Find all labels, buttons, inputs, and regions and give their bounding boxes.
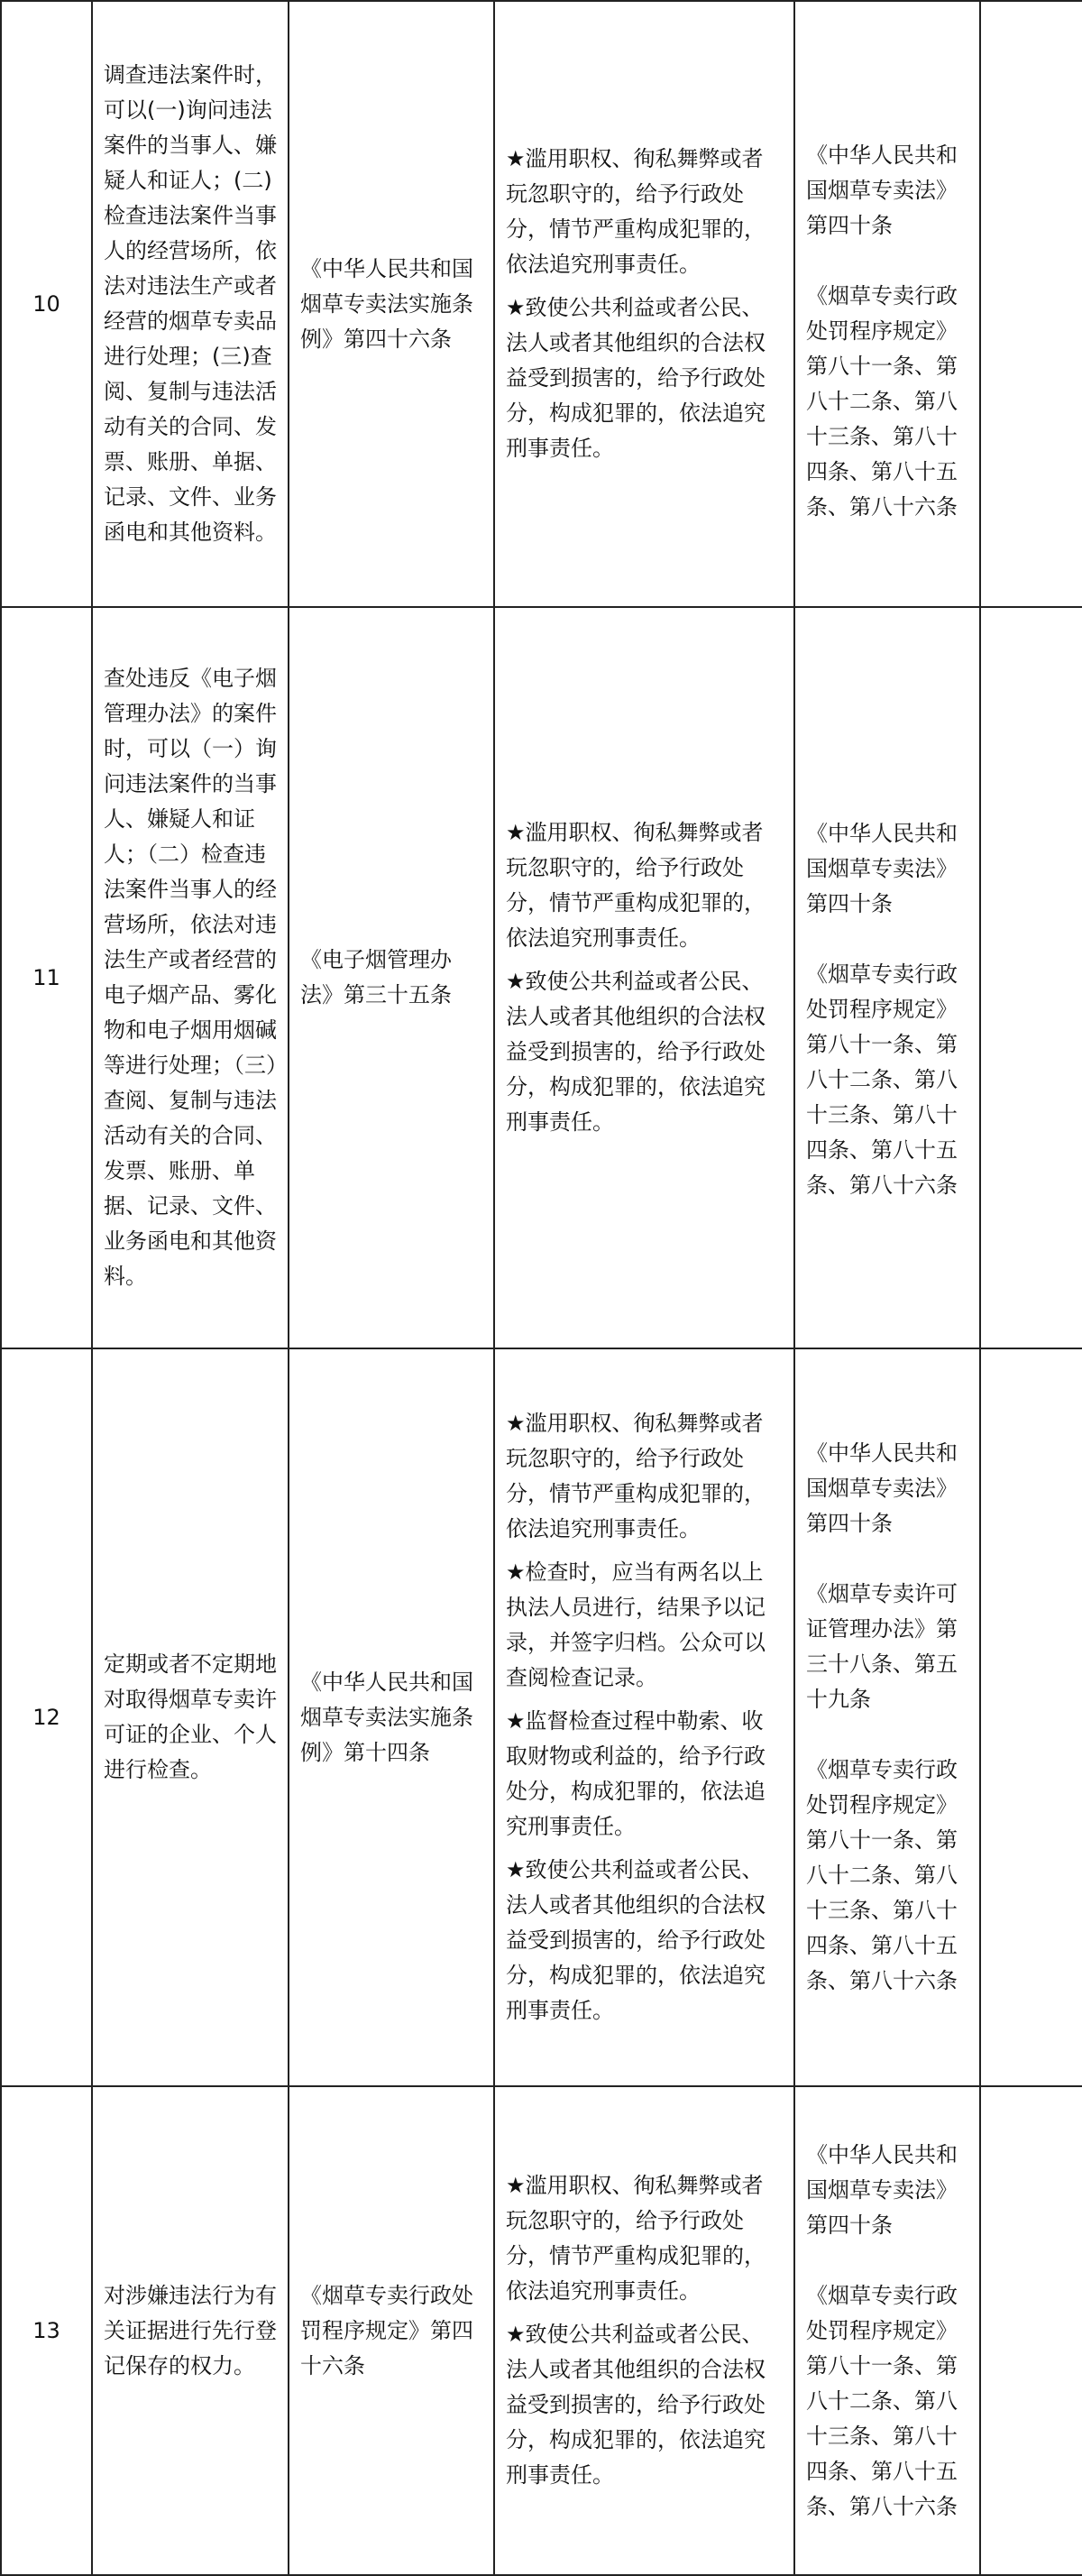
legal-basis: 《中华人民共和国烟草专卖法实施条例》第十四条 bbox=[289, 1348, 494, 2086]
reference-cell bbox=[794, 2086, 980, 2575]
responsibility-item: ★致使公共利益或者公民、法人或者其他组织的合法权益受到损害的，给予行政处分，构成犯罪的，依法追究刑事责任。 bbox=[506, 1857, 766, 2023]
reference-item: 《中华人民共和国烟草专卖法》第四十条 bbox=[806, 1440, 958, 1536]
row-number: 13 bbox=[1, 2086, 92, 2575]
table-row bbox=[1, 1, 1082, 607]
table-row bbox=[1, 2086, 1082, 2575]
reference-item: 《烟草专卖行政处罚程序规定》第八十一条、第八十二条、第八十三条、第八十四条、第八十五条、第八十六条 bbox=[806, 282, 958, 520]
legal-basis: 《电子烟管理办法》第三十五条 bbox=[289, 607, 494, 1348]
responsibility-item: ★致使公共利益或者公民、法人或者其他组织的合法权益受到损害的，给予行政处分，构成犯罪的，依法追究刑事责任。 bbox=[506, 2322, 766, 2488]
row-number: 11 bbox=[1, 607, 92, 1348]
responsibility-item: ★检查时，应当有两名以上执法人员进行，结果予以记录，并签字归档。公众可以查阅检查记录。 bbox=[506, 1559, 766, 1690]
responsibility-cell bbox=[494, 1348, 794, 2086]
responsibility-cell bbox=[494, 607, 794, 1348]
empty-cell bbox=[980, 607, 1082, 1348]
reference-item: 《中华人民共和国烟草专卖法》第四十条 bbox=[806, 820, 958, 916]
empty-cell bbox=[980, 1348, 1082, 2086]
row-number: 10 bbox=[1, 1, 92, 607]
responsibility-cell bbox=[494, 2086, 794, 2575]
legal-basis: 《中华人民共和国烟草专卖法实施条例》第四十六条 bbox=[289, 1, 494, 607]
reference-item: 《中华人民共和国烟草专卖法》第四十条 bbox=[806, 2141, 958, 2238]
table-row bbox=[1, 1348, 1082, 2086]
empty-cell bbox=[980, 1, 1082, 607]
duty-description: 定期或者不定期地对取得烟草专卖许可证的企业、个人进行检查。 bbox=[92, 1348, 289, 2086]
responsibility-item: ★滥用职权、徇私舞弊或者玩忽职守的，给予行政处分，情节严重构成犯罪的，依法追究刑事责任。 bbox=[506, 1411, 766, 1541]
reference-item: 《烟草专卖行政处罚程序规定》第八十一条、第八十二条、第八十三条、第八十四条、第八十五条、第八十六条 bbox=[806, 2282, 958, 2519]
legal-basis: 《烟草专卖行政处罚程序规定》第四十六条 bbox=[289, 2086, 494, 2575]
duty-description: 调查违法案件时，可以(一)询问违法案件的当事人、嫌疑人和证人；(二)检查违法案件当事人的经营场所，依法对违法生产或者经营的烟草专卖品进行处理；(三)查阅、复制与违法活动有关的合同、发票、账册、单据、记录、文件、业务函电和其他资料。 bbox=[92, 1, 289, 607]
responsibility-item: ★滥用职权、徇私舞弊或者玩忽职守的，给予行政处分，情节严重构成犯罪的，依法追究刑事责任。 bbox=[506, 2173, 766, 2304]
reference-item: 《烟草专卖行政处罚程序规定》第八十一条、第八十二条、第八十三条、第八十四条、第八十五条、第八十六条 bbox=[806, 961, 958, 1198]
table-row bbox=[1, 607, 1082, 1348]
responsibility-item: ★滥用职权、徇私舞弊或者玩忽职守的，给予行政处分，情节严重构成犯罪的，依法追究刑事责任。 bbox=[506, 820, 766, 951]
reference-item: 《烟草专卖许可证管理办法》第三十八条、第五十九条 bbox=[806, 1581, 958, 1712]
responsibility-item: ★致使公共利益或者公民、法人或者其他组织的合法权益受到损害的，给予行政处分，构成犯罪的，依法追究刑事责任。 bbox=[506, 295, 766, 461]
responsibility-item: ★监督检查过程中勒索、收取财物或利益的，给予行政处分，构成犯罪的，依法追究刑事责任。 bbox=[506, 1708, 766, 1839]
reference-item: 《中华人民共和国烟草专卖法》第四十条 bbox=[806, 142, 958, 238]
duty-description: 查处违反《电子烟管理办法》的案件时，可以（一）询问违法案件的当事人、嫌疑人和证人；（二）检查违法案件当事人的经营场所，依法对违法生产或者经营的电子烟产品、雾化物和电子烟用烟碱等进行处理；（三）查阅、复制与违法活动有关的合同、发票、账册、单据、记录、文件、业务函电和其他资料。 bbox=[92, 607, 289, 1348]
responsibility-item: ★滥用职权、徇私舞弊或者玩忽职守的，给予行政处分，情节严重构成犯罪的，依法追究刑事责任。 bbox=[506, 146, 766, 277]
row-number: 12 bbox=[1, 1348, 92, 2086]
reference-item: 《烟草专卖行政处罚程序规定》第八十一条、第八十二条、第八十三条、第八十四条、第八十五条、第八十六条 bbox=[806, 1757, 958, 1993]
responsibility-cell bbox=[494, 1, 794, 607]
empty-cell bbox=[980, 2086, 1082, 2575]
duty-description: 对涉嫌违法行为有关证据进行先行登记保存的权力。 bbox=[92, 2086, 289, 2575]
reference-cell bbox=[794, 1, 980, 607]
reference-cell bbox=[794, 1348, 980, 2086]
reference-cell bbox=[794, 607, 980, 1348]
responsibility-item: ★致使公共利益或者公民、法人或者其他组织的合法权益受到损害的，给予行政处分，构成犯罪的，依法追究刑事责任。 bbox=[506, 969, 766, 1135]
